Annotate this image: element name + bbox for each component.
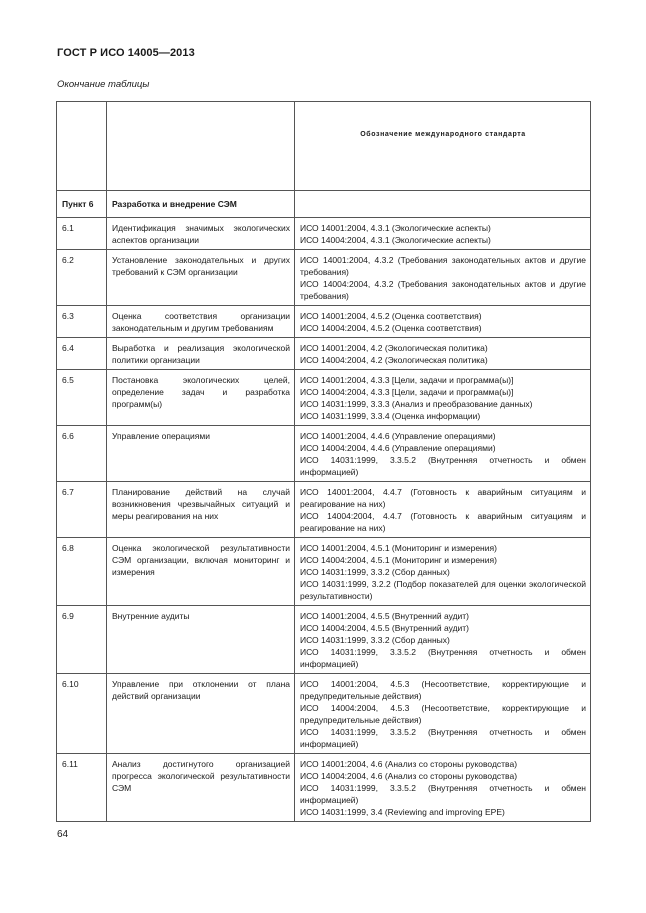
header-cell-name — [107, 102, 295, 191]
standard-reference: ИСО 14001:2004, 4.4.7 (Готовность к аварийным ситуациям и реагирование на них) — [300, 487, 586, 509]
row-references — [295, 426, 591, 482]
standard-reference: ИСО 14004:2004, 4.5.2 (Оценка соответствия) — [300, 323, 482, 333]
standard-reference: ИСО 14004:2004, 4.4.7 (Готовность к аварийным ситуациям и реагирование на них) — [300, 511, 586, 533]
standard-reference: ИСО 14031:1999, 3.3.5.2 (Внутренняя отчетность и обмен информацией) — [300, 647, 586, 669]
standard-reference: ИСО 14004:2004, 4.5.5 (Внутренний аудит) — [300, 623, 469, 633]
row-name: Установление законодательных и других требований к СЭМ организации — [107, 250, 295, 306]
row-name: Внутренние аудиты — [107, 606, 295, 674]
table-row — [57, 538, 591, 606]
row-references — [295, 250, 591, 306]
standard-reference: ИСО 14004:2004, 4.3.1 (Экологические аспекты) — [300, 235, 491, 245]
standard-reference: ИСО 14031:1999, 3.3.3 (Анализ и преобразование данных) — [300, 399, 533, 409]
table-row — [57, 606, 591, 674]
row-name: Управление операциями — [107, 426, 295, 482]
table-row — [57, 250, 591, 306]
standard-reference: ИСО 14004:2004, 4.5.1 (Мониторинг и измерения) — [300, 555, 497, 565]
section-number: Пункт 6 — [57, 191, 107, 218]
table-row — [57, 218, 591, 250]
standard-reference: ИСО 14001:2004, 4.3.3 [Цели, задачи и программа(ы)] — [300, 375, 514, 385]
row-number: 6.11 — [57, 754, 107, 822]
standard-reference: ИСО 14031:1999, 3.3.5.2 (Внутренняя отчетность и обмен информацией) — [300, 455, 586, 477]
row-name: Управление при отклонении от плана действий организации — [107, 674, 295, 754]
standard-reference: ИСО 14001:2004, 4.5.3 (Несоответствие, корректирующие и предупредительные действия) — [300, 679, 586, 701]
standard-reference: ИСО 14001:2004, 4.5.5 (Внутренний аудит) — [300, 611, 469, 621]
header-cell-number — [57, 102, 107, 191]
header-cell-reference: Обозначение международного стандарта — [295, 102, 591, 191]
table-caption: Окончание таблицы — [57, 79, 150, 90]
standard-reference: ИСО 14001:2004, 4.3.1 (Экологические аспекты) — [300, 223, 491, 233]
row-references — [295, 538, 591, 606]
row-name: Планирование действий на случай возникновения чрезвычайных ситуаций и меры реагирования на них — [107, 482, 295, 538]
section-title: Разработка и внедрение СЭМ — [107, 191, 295, 218]
row-references — [295, 674, 591, 754]
row-number: 6.10 — [57, 674, 107, 754]
table-row — [57, 338, 591, 370]
table-row — [57, 370, 591, 426]
section-reference — [295, 191, 591, 218]
standard-reference: ИСО 14004:2004, 4.3.2 (Требования законодательных актов и другие требования) — [300, 279, 586, 301]
row-name: Оценка соответствия организации законодательным и другим требованиям — [107, 306, 295, 338]
row-name: Анализ достигнутого организацией прогресса экологической результативности СЭМ — [107, 754, 295, 822]
row-references — [295, 606, 591, 674]
row-references — [295, 338, 591, 370]
standard-reference: ИСО 14001:2004, 4.4.6 (Управление операциями) — [300, 431, 496, 441]
standard-reference: ИСО 14031:1999, 3.3.2 (Сбор данных) — [300, 635, 450, 645]
row-references — [295, 306, 591, 338]
row-number: 6.8 — [57, 538, 107, 606]
standard-reference: ИСО 14001:2004, 4.5.1 (Мониторинг и измерения) — [300, 543, 497, 553]
standards-table — [56, 101, 591, 822]
standard-reference: ИСО 14004:2004, 4.5.3 (Несоответствие, корректирующие и предупредительные действия) — [300, 703, 586, 725]
row-references — [295, 218, 591, 250]
row-references — [295, 370, 591, 426]
row-number: 6.9 — [57, 606, 107, 674]
row-number: 6.6 — [57, 426, 107, 482]
standard-reference: ИСО 14031:1999, 3.3.5.2 (Внутренняя отчетность и обмен информацией) — [300, 727, 586, 749]
row-name: Идентификация значимых экологических аспектов организации — [107, 218, 295, 250]
standard-reference: ИСО 14031:1999, 3.2.2 (Подбор показателей для оценки экологической результативности) — [300, 579, 586, 601]
page-number: 64 — [57, 829, 69, 840]
table-row — [57, 306, 591, 338]
standard-reference: ИСО 14031:1999, 3.3.4 (Оценка информации) — [300, 411, 481, 421]
document-title: ГОСТ Р ИСО 14005—2013 — [57, 47, 195, 59]
table-row — [57, 482, 591, 538]
standard-reference: ИСО 14004:2004, 4.6 (Анализ со стороны руководства) — [300, 771, 518, 781]
row-name: Оценка экологической результативности СЭМ организации, включая мониторинг и измерения — [107, 538, 295, 606]
standard-reference: ИСО 14001:2004, 4.5.2 (Оценка соответствия) — [300, 311, 482, 321]
row-number: 6.3 — [57, 306, 107, 338]
standard-reference: ИСО 14031:1999, 3.3.2 (Сбор данных) — [300, 567, 450, 577]
row-number: 6.2 — [57, 250, 107, 306]
standard-reference: ИСО 14031:1999, 3.3.5.2 (Внутренняя отчетность и обмен информацией) — [300, 783, 586, 805]
row-number: 6.4 — [57, 338, 107, 370]
table-row — [57, 754, 591, 822]
row-references — [295, 482, 591, 538]
standard-reference: ИСО 14004:2004, 4.3.3 [Цели, задачи и программа(ы)] — [300, 387, 514, 397]
row-references — [295, 754, 591, 822]
standard-reference: ИСО 14004:2004, 4.4.6 (Управление операциями) — [300, 443, 496, 453]
row-number: 6.1 — [57, 218, 107, 250]
row-number: 6.7 — [57, 482, 107, 538]
row-name: Постановка экологических целей, определение задач и разработка программ(ы) — [107, 370, 295, 426]
standard-reference: ИСО 14001:2004, 4.3.2 (Требования законодательных актов и другие требования) — [300, 255, 586, 277]
standard-reference: ИСО 14001:2004, 4.2 (Экологическая политика) — [300, 343, 488, 353]
standard-reference: ИСО 14001:2004, 4.6 (Анализ со стороны руководства) — [300, 759, 518, 769]
standard-reference: ИСО 14031:1999, 3.4 (Reviewing and improving EPE) — [300, 807, 505, 817]
table-header-row — [57, 102, 591, 191]
standard-reference: ИСО 14004:2004, 4.2 (Экологическая политика) — [300, 355, 488, 365]
section-row — [57, 191, 591, 218]
table-row — [57, 426, 591, 482]
row-number: 6.5 — [57, 370, 107, 426]
row-name: Выработка и реализация экологической политики организации — [107, 338, 295, 370]
table-row — [57, 674, 591, 754]
